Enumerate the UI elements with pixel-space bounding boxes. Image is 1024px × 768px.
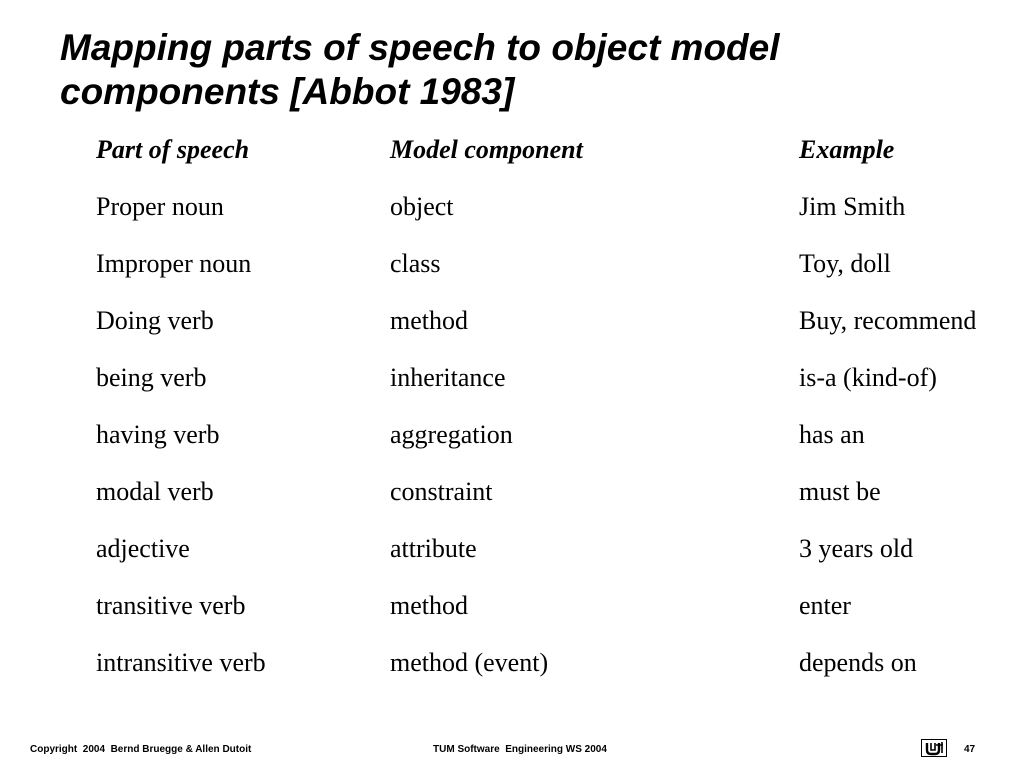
example-cell: must be [799, 477, 881, 506]
example-cell: has an [799, 420, 865, 449]
model-component-cell: object [390, 192, 454, 221]
copyright-text: Copyright 2004 Bernd Bruegge & Allen Dutoit [30, 744, 252, 755]
part-of-speech-cell: Doing verb [96, 306, 214, 335]
part-of-speech-cell: having verb [96, 420, 220, 449]
slide-title: Mapping parts of speech to object model components [Abbot 1983] [60, 27, 780, 112]
header-model-component: Model component [390, 135, 583, 164]
header-part-of-speech: Part of speech [96, 135, 250, 164]
model-component-cell: aggregation [390, 420, 513, 449]
page-number: 47 [964, 744, 976, 755]
part-of-speech-cell: adjective [96, 534, 190, 563]
part-of-speech-cell: intransitive verb [96, 648, 266, 677]
part-of-speech-cell: transitive verb [96, 591, 246, 620]
tum-logo-icon [921, 739, 947, 757]
course-text: TUM Software Engineering WS 2004 [433, 744, 607, 755]
example-cell: enter [799, 591, 851, 620]
model-component-cell: constraint [390, 477, 493, 506]
model-component-cell: attribute [390, 534, 477, 563]
model-component-cell: method [390, 591, 468, 620]
part-of-speech-cell: being verb [96, 363, 207, 392]
model-component-cell: inheritance [390, 363, 506, 392]
example-cell: Buy, recommend [799, 306, 977, 335]
example-cell: Toy, doll [799, 249, 891, 278]
example-cell: depends on [799, 648, 917, 677]
model-component-cell: method [390, 306, 468, 335]
model-component-cell: method (event) [390, 648, 549, 677]
part-of-speech-cell: modal verb [96, 477, 214, 506]
example-cell: 3 years old [799, 534, 914, 563]
example-cell: is-a (kind-of) [799, 363, 937, 392]
example-cell: Jim Smith [799, 192, 906, 221]
header-example: Example [799, 135, 895, 164]
slide-footer [0, 736, 1024, 764]
part-of-speech-cell: Improper noun [96, 249, 252, 278]
part-of-speech-cell: Proper noun [96, 192, 224, 221]
model-component-cell: class [390, 249, 441, 278]
